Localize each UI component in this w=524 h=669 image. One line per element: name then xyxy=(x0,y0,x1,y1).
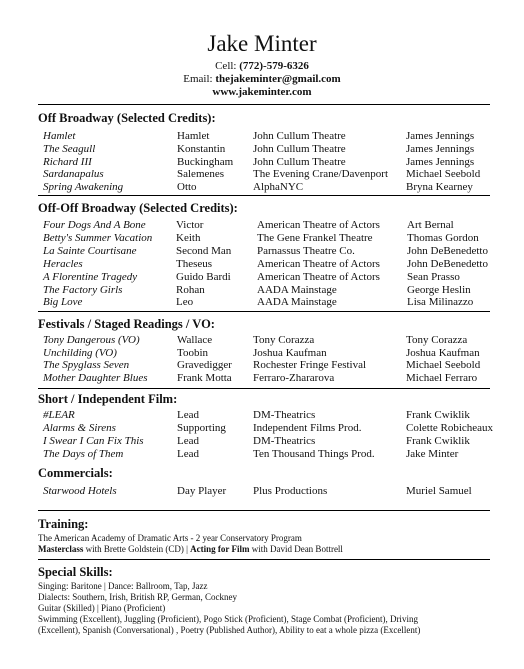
credit-row xyxy=(0,334,524,347)
credit-venue: Ten Thousand Things Prod. xyxy=(253,448,375,460)
email-address[interactable]: thejakeminter@gmail.com xyxy=(215,73,341,85)
credit-title: Betty's Summer Vacation xyxy=(43,231,153,244)
credit-role: Day Player xyxy=(177,485,227,497)
credit-role: Leo xyxy=(176,296,194,309)
credit-venue: Parnassus Theatre Co. xyxy=(257,244,355,257)
credit-row xyxy=(0,359,524,372)
credit-role: Second Man xyxy=(176,244,232,257)
section-divider xyxy=(38,388,490,389)
credit-row xyxy=(0,372,524,385)
credit-director: Art Bernal xyxy=(407,219,454,231)
credit-director: Michael Seebold xyxy=(406,359,481,372)
section-title-commercials: Commercials: xyxy=(38,466,113,480)
credit-title: Four Dogs And A Bone xyxy=(43,219,146,231)
section-title-training: Training: xyxy=(38,517,89,531)
credit-row xyxy=(0,245,524,258)
email-label: Email: xyxy=(183,73,213,85)
credit-title: Spring Awakening xyxy=(43,181,124,194)
credit-role: Konstantin xyxy=(177,142,226,155)
credit-director: Joshua Kaufman xyxy=(406,346,480,359)
credit-title: Richard III xyxy=(43,155,92,168)
credit-role: Keith xyxy=(176,231,201,244)
section-divider xyxy=(38,195,490,196)
credit-title: Tony Dangerous (VO) xyxy=(43,334,140,346)
credit-director: James Jennings xyxy=(406,130,475,142)
credit-row xyxy=(0,296,524,309)
section-title-off-off-broadway: Off-Off Broadway (Selected Credits): xyxy=(38,201,238,215)
credit-role: Guido Bardi xyxy=(176,270,231,283)
skill-line: Singing: Baritone | Dance: Ballroom, Tap, Jazz xyxy=(38,581,208,591)
cell-line xyxy=(0,60,524,73)
credit-director: Colette Robicheaux xyxy=(406,422,494,434)
credit-director: James Jennings xyxy=(406,155,475,168)
credit-venue: John Cullum Theatre xyxy=(253,130,346,142)
credit-title: The Seagull xyxy=(43,142,96,155)
credit-director: James Jennings xyxy=(406,142,475,155)
credit-venue: The Evening Crane/Davenport xyxy=(253,168,389,181)
credit-venue: John Cullum Theatre xyxy=(253,155,346,168)
credit-row xyxy=(0,435,524,448)
credit-row xyxy=(0,347,524,360)
credit-row xyxy=(0,130,524,143)
section-divider xyxy=(38,510,490,511)
credit-director: Frank Cwiklik xyxy=(406,435,470,447)
cell-label: Cell: xyxy=(215,60,237,72)
credit-venue: American Theatre of Actors xyxy=(257,219,380,231)
acting-label: Acting for Film xyxy=(190,544,250,554)
skill-line: Dialects: Southern, Irish, British RP, German, Cockney xyxy=(38,592,237,602)
credit-row xyxy=(0,271,524,284)
credit-row xyxy=(0,143,524,156)
credit-role: Victor xyxy=(176,219,204,231)
credit-director: John DeBenedetto xyxy=(407,257,488,270)
acting-text: with David Dean Bottrell xyxy=(249,544,343,554)
skill-line: Guitar (Skilled) | Piano (Proficient) xyxy=(38,603,166,613)
credit-role: Otto xyxy=(177,181,197,194)
credit-venue: American Theatre of Actors xyxy=(257,257,380,270)
credit-venue: Ferraro-Zhararova xyxy=(253,371,335,384)
credit-row xyxy=(0,485,524,498)
credit-role: Lead xyxy=(177,409,199,421)
header-divider xyxy=(38,104,490,105)
credit-role: Rohan xyxy=(176,283,205,296)
credit-title: La Sainte Courtisane xyxy=(43,244,137,257)
masterclass-text: with Brette Goldstein (CD) | xyxy=(83,544,191,554)
masterclass-label: Masterclass xyxy=(38,544,84,554)
section-divider xyxy=(38,559,490,560)
credit-row xyxy=(0,156,524,169)
credit-row xyxy=(0,409,524,422)
credit-role: Wallace xyxy=(177,334,213,346)
credit-role: Gravedigger xyxy=(177,359,232,372)
email-line xyxy=(0,73,524,86)
credit-role: Frank Motta xyxy=(177,371,232,384)
credit-title: Sardanapalus xyxy=(43,168,104,181)
credit-row xyxy=(0,181,524,194)
credit-title: A Florentine Tragedy xyxy=(43,270,138,283)
credit-director: Tony Corazza xyxy=(406,334,468,346)
credit-venue: AADA Mainstage xyxy=(257,296,337,309)
credit-row xyxy=(0,258,524,271)
credit-venue: DM-Theatrics xyxy=(253,435,316,447)
credit-venue: Plus Productions xyxy=(253,485,328,497)
credit-row xyxy=(0,168,524,181)
credit-title: Unchilding (VO) xyxy=(43,346,117,359)
credit-title: The Days of Them xyxy=(43,448,124,460)
section-divider xyxy=(38,311,490,312)
credit-role: Supporting xyxy=(177,422,226,434)
credit-title: I Swear I Can Fix This xyxy=(43,435,144,447)
credit-row xyxy=(0,422,524,435)
credit-role: Salemenes xyxy=(177,168,225,181)
credit-title: #LEAR xyxy=(43,409,75,421)
credit-row xyxy=(0,219,524,232)
credit-venue: The Gene Frankel Theatre xyxy=(257,231,373,244)
credit-role: Buckingham xyxy=(177,155,234,168)
skill-line: (Excellent), Spanish (Conversational) , Poetry (Published Author), Ability to eat a whole pizza (Excellent) xyxy=(38,625,421,635)
credit-director: Bryna Kearney xyxy=(406,181,473,194)
credit-venue: Independent Films Prod. xyxy=(253,422,362,434)
credit-title: Hamlet xyxy=(43,130,76,142)
section-title-skills: Special Skills: xyxy=(38,565,113,579)
credit-title: Big Love xyxy=(43,296,83,309)
credit-title: Starwood Hotels xyxy=(43,485,117,497)
credit-role: Hamlet xyxy=(177,130,210,142)
credit-role: Lead xyxy=(177,448,199,460)
credit-director: Michael Ferraro xyxy=(406,371,478,384)
credit-role: Lead xyxy=(177,435,199,447)
credit-director: Muriel Samuel xyxy=(406,485,472,497)
credit-role: Theseus xyxy=(176,257,213,270)
credit-row xyxy=(0,232,524,245)
credit-title: The Spyglass Seven xyxy=(43,359,130,372)
credit-title: Mother Daughter Blues xyxy=(43,371,148,384)
training-masterclass-line xyxy=(38,544,508,555)
credit-director: Jake Minter xyxy=(406,448,459,460)
website-link[interactable]: www.jakeminter.com xyxy=(212,86,312,98)
credit-venue: Joshua Kaufman xyxy=(253,346,327,359)
skill-line: Swimming (Excellent), Juggling (Proficient), Pogo Stick (Proficient), Stage Combat (Proficient), Driving xyxy=(38,614,418,624)
credit-title: Heracles xyxy=(43,257,83,270)
section-title-festivals: Festivals / Staged Readings / VO: xyxy=(38,317,215,331)
credit-director: Lisa Milinazzo xyxy=(407,296,474,309)
cell-phone: (772)-579-6326 xyxy=(239,60,309,72)
credit-role: Toobin xyxy=(177,346,209,359)
credit-row xyxy=(0,284,524,297)
credit-venue: DM-Theatrics xyxy=(253,409,316,421)
credit-title: The Factory Girls xyxy=(43,283,123,296)
credit-director: George Heslin xyxy=(407,283,471,296)
credit-venue: AlphaNYC xyxy=(253,181,304,194)
credit-row xyxy=(0,448,524,461)
credit-venue: Tony Corazza xyxy=(253,334,315,346)
credit-director: Sean Prasso xyxy=(407,270,460,283)
section-title-off-broadway: Off Broadway (Selected Credits): xyxy=(38,111,216,125)
website-line xyxy=(0,86,524,99)
training-line: The American Academy of Dramatic Arts - 2 year Conservatory Program xyxy=(38,533,302,543)
credit-venue: John Cullum Theatre xyxy=(253,142,346,155)
credit-director: John DeBenedetto xyxy=(407,244,488,257)
credit-director: Thomas Gordon xyxy=(407,231,479,244)
credit-venue: American Theatre of Actors xyxy=(257,270,380,283)
credit-director: Frank Cwiklik xyxy=(406,409,470,421)
actor-name: Jake Minter xyxy=(207,31,317,56)
credit-director: Michael Seebold xyxy=(406,168,481,181)
credit-venue: AADA Mainstage xyxy=(257,283,337,296)
section-title-short-film: Short / Independent Film: xyxy=(38,392,178,406)
credit-title: Alarms & Sirens xyxy=(43,422,116,434)
credit-venue: Rochester Fringe Festival xyxy=(253,359,367,372)
